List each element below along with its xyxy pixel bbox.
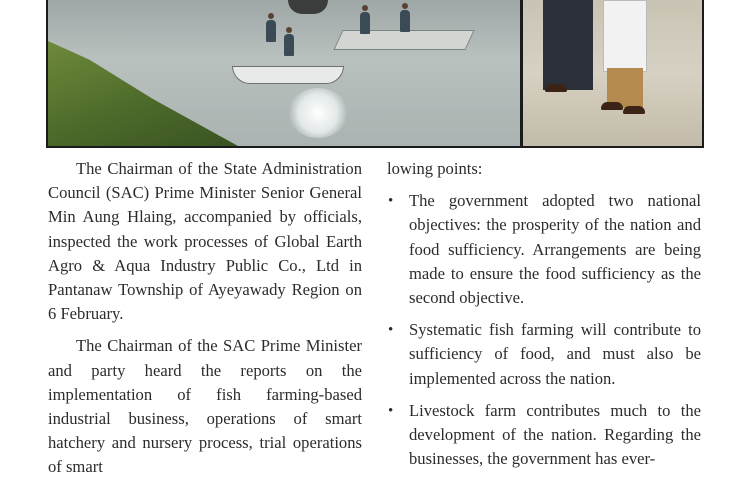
grass-bank [48,41,238,146]
fish-farm-photo [48,0,520,146]
floating-walkway [333,30,474,50]
worker-figure [360,12,370,34]
fishing-net [288,0,328,14]
worker-figure [266,20,276,42]
header-photo-strip [46,0,704,148]
article-paragraph: The Chairman of the SAC Prime Minister and party heard the reports on the implementation of fish farming-based industrial business, operations of smart hatchery and nursery process, trial operations of smart [48,336,362,477]
bullet-icon: • [388,193,394,210]
bullet-icon: • [388,322,394,339]
officials-photo [523,0,702,146]
list-item-text: Livestock farm contributes much to the development of the nation. Regarding the businesses, the government has ever- [409,400,701,469]
bullet-list [387,189,701,471]
list-item [387,189,701,310]
water-splash [288,88,348,138]
article-left-column [48,157,362,488]
official-figure [603,0,647,72]
list-item [387,318,701,391]
shoe [545,84,567,92]
list-item-text: Systematic fish farming will contribute to sufficiency of food, and must also be implemented across the nation. [409,320,701,388]
shoe [623,106,645,114]
shoe [601,102,623,110]
bullet-icon: • [388,402,394,419]
worker-figure [284,34,294,56]
article-paragraph: The Chairman of the State Administration Council (SAC) Prime Minister Senior General Min Aung Hlaing, accompanied by officials, inspected the work processes of Global Earth Agro & Aqua Industry Public Co., Ltd in Pantanaw Township of Ayeyawady Region on 6 February. [48,159,362,324]
official-figure [543,0,593,90]
list-item-text: The government adopted two national objectives: the prosperity of the nation and food sufficiency. Arrangements are being made to ensure the food sufficiency as the second objective. [409,191,701,308]
article-paragraph-continuation: lowing points: [387,159,483,178]
small-boat [232,66,344,84]
worker-figure [400,10,410,32]
article-right-column [387,157,701,479]
list-item [387,399,701,472]
